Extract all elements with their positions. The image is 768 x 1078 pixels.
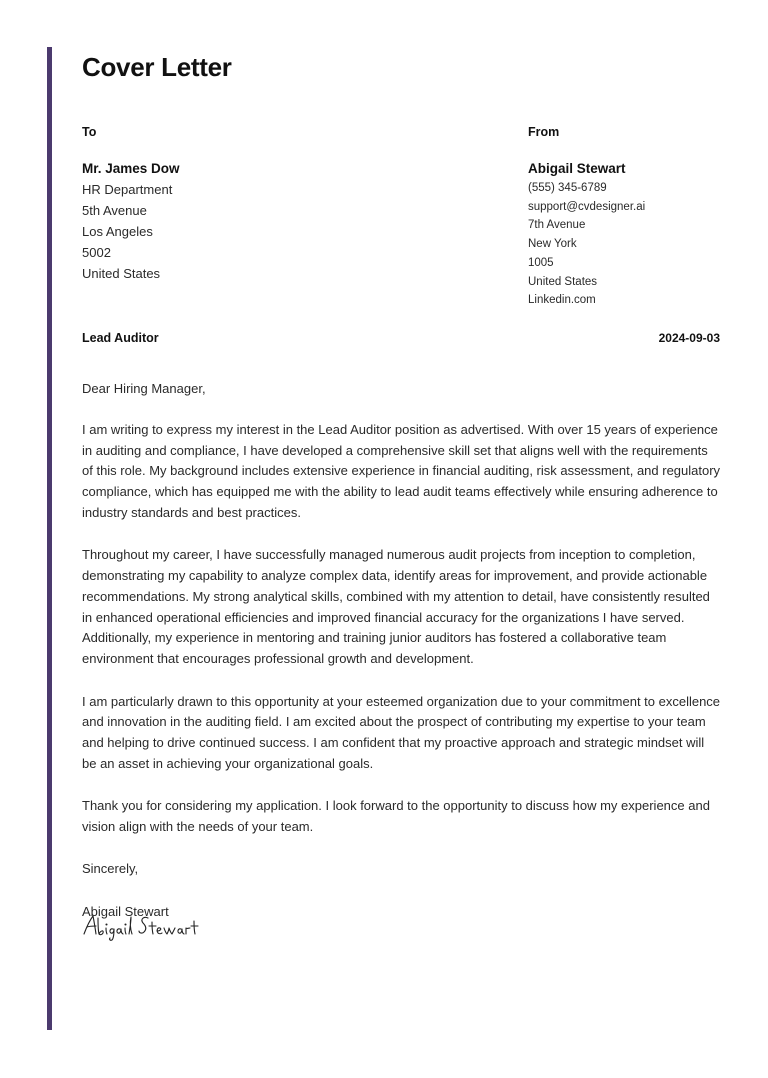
- body-paragraph: Throughout my career, I have successfully managed numerous audit projects from inception to completion, demonstrating my capability to analyze complex data, identify areas for improvement, and provide actionable recommendations. My strong analytical skills, combined with my attention to detail, have consistently resulted in enhanced operational efficiencies and improved financial accuracy for the organizations I have served. Additionally, my experience in mentoring and training junior auditors has fostered a collaborative team environment that encourages professional growth and development.: [82, 547, 710, 667]
- recipient-heading: To: [82, 125, 97, 139]
- recipient-street: 5th Avenue: [82, 203, 147, 218]
- body-paragraph: I am particularly drawn to this opportunity at your esteemed organization due to your commitment to excellence and innovation in the auditing field. I am excited about the prospect of contributing my expertise to your team and helping to drive continued success. I am confident that my proactive approach and strategic mindset will be an asset in achieving your organizational goals.: [82, 693, 721, 771]
- body-paragraph: Thank you for considering my application. I look forward to the opportunity to discuss how my experience and vision align with the needs of your team.: [82, 798, 710, 835]
- sender-address-block: [528, 159, 748, 310]
- accent-bar: [47, 47, 52, 1030]
- letter-date: 2024-09-03: [658, 331, 720, 345]
- letter-body: [82, 379, 722, 944]
- handwritten-signature: [82, 908, 212, 944]
- recipient-country: United States: [82, 266, 161, 281]
- position-title: Lead Auditor: [82, 331, 159, 345]
- recipient-address-block: [82, 159, 382, 284]
- document-title: Cover Letter: [82, 52, 232, 82]
- recipient-city: Los Angeles: [82, 224, 153, 239]
- sender-email: support@cvdesigner.ai: [528, 200, 646, 213]
- sender-name: Abigail Stewart: [528, 161, 626, 176]
- sender-profile-link: Linkedin.com: [528, 294, 596, 307]
- body-paragraph: I am writing to express my interest in the Lead Auditor position as advertised. With over 15 years of experience in auditing and compliance, I have developed a comprehensive skill set that aligns well with the requirements of this role. My background includes extensive experience in financial auditing, risk assessment, and regulatory compliance, which has equipped me with the ability to lead audit teams effectively while ensuring adherence to industry standards and best practices.: [82, 421, 721, 520]
- recipient-department: HR Department: [82, 182, 173, 197]
- sender-city: New York: [528, 238, 577, 251]
- recipient-name: Mr. James Dow: [82, 161, 180, 176]
- closing: Sincerely,: [82, 861, 139, 877]
- sender-street: 7th Avenue: [528, 219, 586, 232]
- recipient-postal-code: 5002: [82, 245, 111, 260]
- sender-postal-code: 1005: [528, 256, 554, 269]
- sender-phone: (555) 345-6789: [528, 182, 607, 194]
- signer-name: Abigail Stewart: [82, 903, 169, 919]
- sender-heading: From: [528, 125, 560, 139]
- salutation: Dear Hiring Manager,: [82, 381, 206, 396]
- sender-country: United States: [528, 275, 598, 288]
